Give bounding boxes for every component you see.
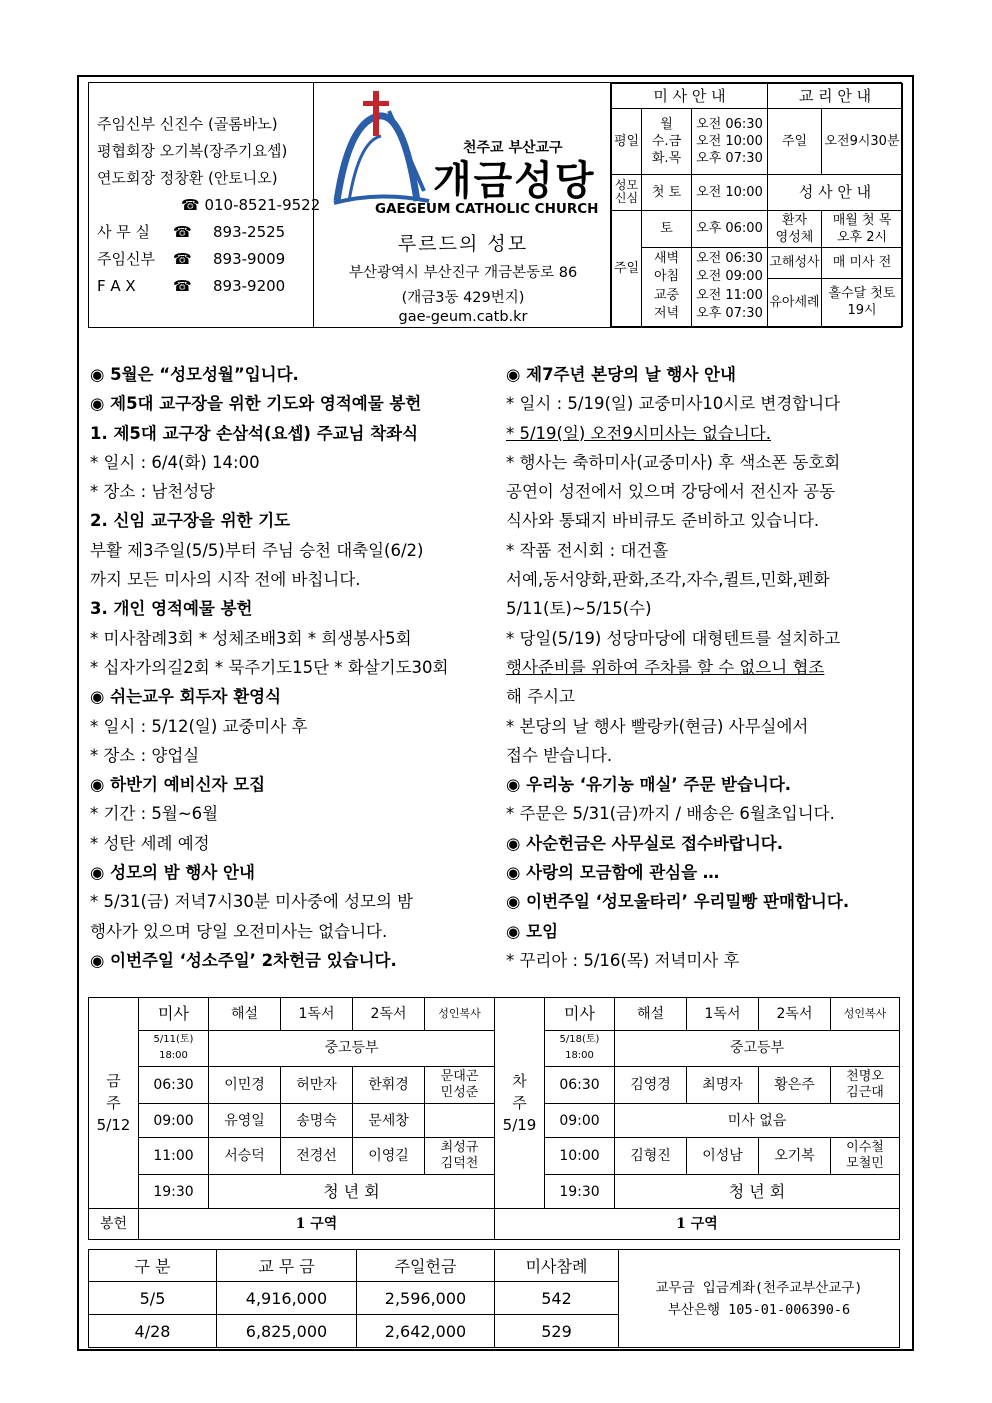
first-sat-time: 오전 10:00 xyxy=(692,174,768,210)
roster-cell: 청 년 회 xyxy=(615,1174,900,1209)
roster-cell: 천명오 김근대 xyxy=(831,1067,900,1104)
catechism-time: 오전9시30분 xyxy=(822,109,903,175)
mass-time: 19:30 xyxy=(139,1174,209,1209)
account-line1: 교무금 입금계좌(천주교부산교구) xyxy=(655,1279,863,1296)
roster-cell: 한휘경 xyxy=(353,1067,425,1104)
finance-cell: 529 xyxy=(495,1315,619,1348)
notice-line: ◉ 제5대 교구장을 위한 기도와 영적예물 봉헌 xyxy=(90,394,422,414)
mass-time: 06:30 xyxy=(545,1067,615,1104)
notice-line: * 5/19(일) 오전9시미사는 없습니다. xyxy=(506,423,771,443)
weekday-days: 월 수.금 화.목 xyxy=(642,109,692,175)
notices-left-column xyxy=(90,360,500,975)
notice-line: 행사준비를 위하여 주차를 할 수 없으니 협조 xyxy=(506,657,825,677)
notice-line: ◉ 성모의 밤 행사 안내 xyxy=(90,863,255,883)
this-week-label: 금 주 5/12 xyxy=(89,998,139,1209)
roster-cell: 중고등부 xyxy=(615,1030,900,1067)
mass-time: 10:00 xyxy=(545,1138,615,1175)
notice-line: ◉ 사랑의 모금함에 관심을 … xyxy=(506,863,720,883)
header xyxy=(88,82,902,328)
col-mass: 미사 xyxy=(545,998,615,1031)
roster-cell: 중고등부 xyxy=(209,1030,495,1067)
sick-communion-time: 매월 첫 목 오후 2시 xyxy=(822,210,903,247)
col-reading2: 2독서 xyxy=(759,998,831,1031)
notice-line: 행사가 있으며 당일 오전미사는 없습니다. xyxy=(90,921,388,941)
finance-cell: 2,596,000 xyxy=(357,1282,495,1315)
notice-line: ◉ 제7주년 본당의 날 행사 안내 xyxy=(506,365,736,384)
notice-line: 까지 모든 미사의 시작 전에 바칩니다. xyxy=(90,570,361,590)
roster-cell: 이수철 모철민 xyxy=(831,1138,900,1175)
confession-label: 고해성사 xyxy=(768,247,822,278)
mobile-phone: ☎ 010-8521-9522 xyxy=(181,196,321,214)
roster-cell: 전경선 xyxy=(281,1138,353,1175)
staff-info xyxy=(89,83,321,327)
notice-line: ◉ 모임 xyxy=(506,921,559,941)
weekday-label: 평일 xyxy=(612,109,642,175)
notice-line: ◉ 우리농 ‘유기농 매실’ 주문 받습니다. xyxy=(506,775,792,795)
mass-time: 09:00 xyxy=(139,1103,209,1138)
notice-line: * 당일(5/19) 성당마당에 대형텐트를 설치하고 xyxy=(506,628,841,648)
patron-saint: 루르드의 성모 xyxy=(397,233,529,255)
weekday-times: 오전 06:30 오전 10:00 오후 07:30 xyxy=(692,109,768,175)
col-commentary: 해설 xyxy=(615,998,687,1031)
devotion-label: 성모 신심 xyxy=(612,174,642,210)
finance-cell: 542 xyxy=(495,1282,619,1315)
sacrament-header: 성 사 안 내 xyxy=(768,174,903,210)
staff-pastor: 주임신부 신진수 (골롬바노) xyxy=(97,115,278,133)
diocese-label: 천주교 부산교구 xyxy=(463,140,563,156)
notice-line: ◉ 쉬는교우 회두자 환영식 xyxy=(90,687,282,707)
staff-council: 평협회장 오기복(장주기요셉) xyxy=(97,142,288,160)
col-mass: 미사 xyxy=(139,998,209,1031)
notice-line: * 장소 : 양업실 xyxy=(90,745,200,765)
notice-line: ◉ 사순헌금은 사무실로 접수바랍니다. xyxy=(506,833,783,853)
saturday-label: 토 xyxy=(642,210,692,247)
notice-line: * 성탄 세례 예정 xyxy=(90,833,210,853)
finance-header: 교 무 금 xyxy=(217,1250,357,1282)
col-server: 성인복사 xyxy=(831,998,900,1031)
roster-cell: 최명자 xyxy=(687,1067,759,1104)
notice-line: 2. 신임 교구장을 위한 기도 xyxy=(90,511,291,531)
finance-header: 미사참례 xyxy=(495,1250,619,1282)
notice-line: * 꾸리아 : 5/16(목) 저녁미사 후 xyxy=(506,950,740,970)
finance-cell: 2,642,000 xyxy=(357,1315,495,1348)
roster-cell: 청 년 회 xyxy=(209,1174,495,1209)
finance-cell: 4,916,000 xyxy=(217,1282,357,1315)
address-old: (개금3동 429번지) xyxy=(401,290,525,306)
church-name: 개금성당 xyxy=(433,158,596,204)
roster-cell: 미사 없음 xyxy=(615,1103,900,1138)
notice-line: * 주문은 5/31(금)까지 / 배송은 6월초입니다. xyxy=(506,804,835,824)
mass-info-header: 미 사 안 내 xyxy=(612,84,768,109)
col-server: 성인복사 xyxy=(425,998,495,1031)
notice-line: ◉ 하반기 예비신자 모집 xyxy=(90,775,266,795)
roster-cell: 이민경 xyxy=(209,1067,281,1104)
roster-cell: 문대곤 민성준 xyxy=(425,1067,495,1104)
roster-cell: 서승덕 xyxy=(209,1138,281,1175)
infant-baptism-label: 유아세례 xyxy=(768,278,822,326)
finance-header: 구 분 xyxy=(89,1250,217,1282)
notice-line: 식사와 통돼지 바비큐도 준비하고 있습니다. xyxy=(506,511,820,531)
roster-cell: 이성남 xyxy=(687,1138,759,1175)
schedule-table xyxy=(611,83,903,327)
finance-cell: 6,825,000 xyxy=(217,1315,357,1348)
col-reading1: 1독서 xyxy=(281,998,353,1031)
roster-cell: 김형진 xyxy=(615,1138,687,1175)
finance-cell: 4/28 xyxy=(89,1315,217,1348)
mass-time: 5/18(토) 18:00 xyxy=(545,1030,615,1067)
col-commentary: 해설 xyxy=(209,998,281,1031)
notice-line: * 행사는 축하미사(교중미사) 후 색소폰 동호회 xyxy=(506,452,841,472)
notice-line: * 기간 : 5월~6월 xyxy=(90,804,219,824)
notices-right-column xyxy=(506,360,906,975)
phone-icon: ☎ xyxy=(173,250,192,268)
offering-this-week: 1 구역 xyxy=(139,1209,495,1240)
notice-line: ◉ 이번주일 ‘성모울타리’ 우리밀빵 판매합니다. xyxy=(506,892,850,912)
phone-icon: ☎ xyxy=(173,223,192,241)
first-sat-label: 첫 토 xyxy=(642,174,692,210)
mass-time: 19:30 xyxy=(545,1174,615,1209)
notice-line: 해 주시고 xyxy=(506,687,576,707)
notice-line: * 5/31(금) 저녁7시30분 미사중에 성모의 밤 xyxy=(90,892,414,912)
notice-line: * 일시 : 5/12(일) 교중미사 후 xyxy=(90,716,308,736)
roster-cell: 김영경 xyxy=(615,1067,687,1104)
mass-time: 11:00 xyxy=(139,1138,209,1175)
staff-yeondo: 연도회장 정창환 (안토니오) xyxy=(97,169,278,187)
col-reading2: 2독서 xyxy=(353,998,425,1031)
church-logo-icon xyxy=(329,91,439,211)
finance-table xyxy=(88,1249,900,1347)
website-link[interactable]: gae-geum.catb.kr xyxy=(398,309,528,325)
sunday-mass-names: 새벽 아침 교중 저녁 xyxy=(642,247,692,326)
sunday-mass-times: 오전 06:30 오전 09:00 오전 11:00 오후 07:30 xyxy=(692,247,768,326)
account-info xyxy=(619,1250,900,1348)
catechism-day: 주일 xyxy=(768,109,822,175)
next-week-label: 차 주 5/19 xyxy=(495,998,545,1209)
sunday-label: 주일 xyxy=(612,210,642,326)
confession-time: 매 미사 전 xyxy=(822,247,903,278)
roster-cell xyxy=(425,1103,495,1138)
finance-header: 주일헌금 xyxy=(357,1250,495,1282)
notice-line: * 작품 전시회 : 대건홀 xyxy=(506,540,669,560)
infant-baptism-time: 홀수달 첫토 19시 xyxy=(822,278,903,326)
phone-icon: ☎ xyxy=(173,277,192,295)
roster-cell: 유영일 xyxy=(209,1103,281,1138)
phone-office: 사 무 실 ☎ 893-2525 xyxy=(97,219,313,246)
offering-next-week: 1 구역 xyxy=(495,1209,900,1240)
notice-line: 공연이 성전에서 있으며 강당에서 전신자 공동 xyxy=(506,482,836,502)
mass-time: 06:30 xyxy=(139,1067,209,1104)
phone-fax: F A X ☎ 893-9200 xyxy=(97,273,313,300)
saturday-time: 오후 06:00 xyxy=(692,210,768,247)
notice-line: * 미사참례3회 * 성체조배3회 * 희생봉사5회 xyxy=(90,628,412,648)
sick-communion-label: 환자 영성체 xyxy=(768,210,822,247)
notice-line: 접수 받습니다. xyxy=(506,745,613,765)
finance-cell: 5/5 xyxy=(89,1282,217,1315)
offering-label: 봉헌 xyxy=(89,1209,139,1240)
notice-line: 서예,동서양화,판화,조각,자수,퀼트,민화,펜화 xyxy=(506,570,830,590)
notice-line: 1. 제5대 교구장 손삼석(요셉) 주교님 착좌식 xyxy=(90,423,419,443)
roster-cell: 황은주 xyxy=(759,1067,831,1104)
notice-line: 5/11(토)~5/15(수) xyxy=(506,599,652,619)
mass-time: 5/11(토) 18:00 xyxy=(139,1030,209,1067)
account-line2: 부산은행 105-01-006390-6 xyxy=(667,1301,851,1318)
church-name-en: GAEGEUM CATHOLIC CHURCH xyxy=(375,201,599,217)
notice-line: * 일시 : 5/19(일) 교중미사10시로 변경합니다 xyxy=(506,394,841,414)
roster-cell: 허만자 xyxy=(281,1067,353,1104)
col-reading1: 1독서 xyxy=(687,998,759,1031)
mass-time: 09:00 xyxy=(545,1103,615,1138)
notice-line: * 본당의 날 행사 빨랑카(현금) 사무실에서 xyxy=(506,716,809,736)
notice-line: ◉ 5월은 “성모성월”입니다. xyxy=(90,365,299,384)
roster-cell: 최성규 김덕천 xyxy=(425,1138,495,1175)
notice-line: * 일시 : 6/4(화) 14:00 xyxy=(90,452,260,472)
notice-line: 3. 개인 영적예물 봉헌 xyxy=(90,599,253,619)
address: 부산광역시 부산진구 개금본동로 86 xyxy=(348,265,578,281)
roster-cell: 송명숙 xyxy=(281,1103,353,1138)
roster-cell: 이영길 xyxy=(353,1138,425,1175)
notice-line: 부활 제3주일(5/5)부터 주님 승천 대축일(6/2) xyxy=(90,540,424,560)
notice-line: ◉ 이번주일 ‘성소주일’ 2차헌금 있습니다. xyxy=(90,950,397,970)
phone-pastor: 주임신부 ☎ 893-9009 xyxy=(97,246,313,273)
notice-line: * 장소 : 남천성당 xyxy=(90,482,216,502)
roster-cell: 문세창 xyxy=(353,1103,425,1138)
roster-cell: 오기복 xyxy=(759,1138,831,1175)
catechism-header: 교 리 안 내 xyxy=(768,84,903,109)
church-logo-area xyxy=(315,83,611,327)
mass-roster xyxy=(88,997,900,1240)
notice-line: * 십자가의길2회 * 묵주기도15단 * 화살기도30회 xyxy=(90,657,449,677)
